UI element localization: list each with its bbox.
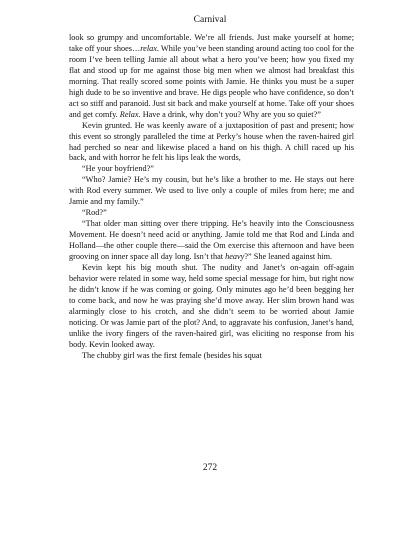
text-run: . Have a drink, why don’t you? Why are you so quiet?” <box>138 109 321 119</box>
text-run: ?” She leaned against him. <box>244 252 333 262</box>
text-run: “That older man sitting over there tripping. He’s heavily into the Consciousness Movement. He doesn’t need acid or anything. Jamie told me that Rod and Linda and Holland—the other couple there—said the Om exercise this afternoon and have been grooving on inner space all day long. Isn’t that <box>69 219 354 262</box>
italic-text: Relax <box>119 109 139 119</box>
paragraph <box>69 208 354 219</box>
text-run: Kevin kept his big mouth shut. The nudity and Janet’s on-again off-again behavior were related in some way, held some special message for him, but right now he didn’t know if he was coming or going. Only minutes ago he’d been begging her to come back, and now he was praying she’d move away. Her slim brown hand was alarmingly close to his crotch, and she didn’t seem to be worried about Jamie noticing. Or was Jamie part of the plot? And, to aggravate his confusion, Janet’s hand, unlike the ivory fingers of the raven-haired girl, was eliciting no response from his body. Kevin looked away. <box>69 263 354 349</box>
text-run: look so grumpy and uncomfortable. We’re all friends. Just make yourself at home; take off your shoes… <box>69 33 354 53</box>
paragraph <box>69 263 354 351</box>
text-run: Kevin grunted. He was keenly aware of a juxtaposition of past and present; how this event so strongly paralleled the time at Perky’s house when the raven-haired girl had perched so near and likewise placed a hand on his thigh. A chill raced up his back, and with horror he felt his lips leak the words, <box>69 120 354 163</box>
italic-text: heavy <box>225 252 245 262</box>
text-run: “Who? Jamie? He’s my cousin, but he’s like a brother to me. He stays out here with Rod every summer. We used to live only a couple of miles from here; me and Jamie and my family.” <box>69 175 354 207</box>
paragraph <box>69 121 354 165</box>
running-title: Carnival <box>193 15 227 25</box>
paragraph <box>69 33 354 121</box>
italic-text: relax <box>140 43 157 53</box>
text-run: “He your boyfriend?” <box>82 164 154 174</box>
paragraph <box>69 175 354 208</box>
paragraph <box>69 219 354 263</box>
text-run: . While you’ve been standing around acting too cool for the room I’ve been telling Jamie all about what a hero you’ve been; how you fixed my flat and stood up for me against those big men when we almost had breakfast this morning. That really scored some points with Jamie. He thinks you must be a super high dude to be so inventive and brave. He digs people who have confidence, so don’t act so stiff and paranoid. Just sit back and make yourself at home. Take off your shoes and get comfy. <box>69 43 354 119</box>
text-run: The chubby girl was the first female (besides his squat <box>82 350 262 360</box>
paragraph <box>69 351 354 362</box>
page-number: 272 <box>202 463 218 473</box>
body-text <box>69 33 354 362</box>
paragraph <box>69 164 354 175</box>
text-run: “Rod?” <box>82 208 107 218</box>
